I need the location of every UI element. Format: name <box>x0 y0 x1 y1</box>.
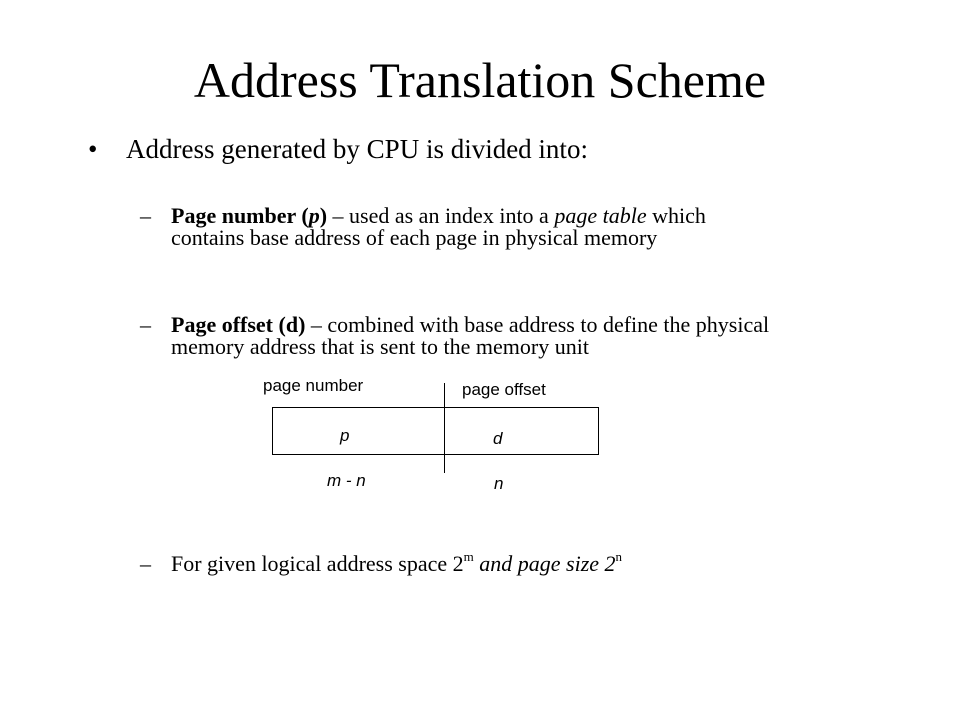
page-offset-label: page offset <box>462 380 546 399</box>
sub-item-text: For given logical address space 2$^m$ and page size 2$^n$ <box>171 548 623 576</box>
d-bits-label: n <box>494 474 504 493</box>
page-table-term: page table <box>554 203 647 228</box>
page-title: Address Translation Scheme <box>193 52 767 108</box>
address-divider <box>444 383 445 473</box>
bullet-marker: • <box>88 134 98 164</box>
dash-marker: – <box>140 312 151 337</box>
term-page-offset: Page offset (d) <box>171 312 306 337</box>
term-page-number: Page number (p) <box>171 203 328 228</box>
dash-marker: – <box>140 203 151 228</box>
d-field: d <box>493 429 503 448</box>
address-box <box>272 407 599 455</box>
bullet-text: Address generated by CPU is divided into: <box>126 134 588 164</box>
sub-item-text: Page number (p) – used as an index into a page table which contains base address of each page in physical memory <box>171 203 706 250</box>
p-field: p <box>340 426 350 445</box>
p-bits-label: m - n <box>327 471 366 490</box>
page-number-label: page number <box>263 376 364 395</box>
dash-marker: – <box>140 551 151 576</box>
sub-item-text: Page offset (d) – combined with base address to define the physical memory address that is sent to the memory unit <box>171 312 770 359</box>
main-bullet <box>88 133 588 165</box>
